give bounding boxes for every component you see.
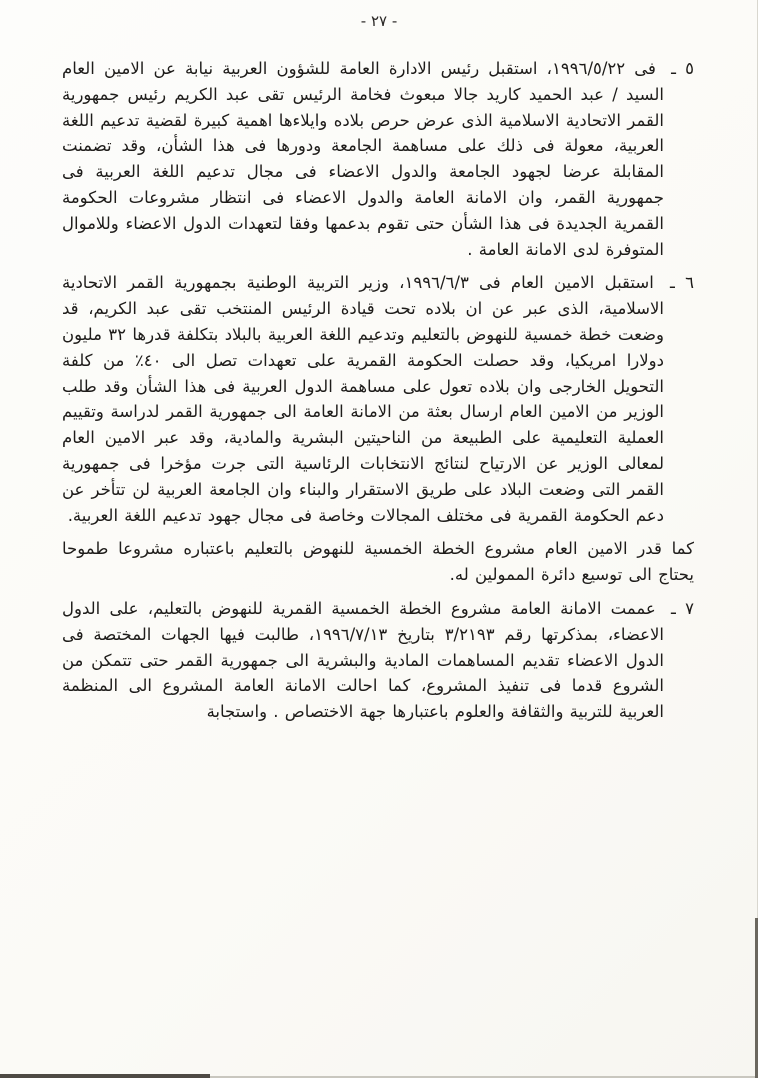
paragraph-marker: ٧ ـ: [671, 598, 694, 618]
scan-edge-artifact: [0, 1074, 210, 1078]
paragraph-text: كما قدر الامين العام مشروع الخطة الخمسية للنهوض بالتعليم باعتباره مشروعا طموحا يحتاج الى توسيع دائرة الممولين له.: [62, 539, 694, 585]
paragraph-marker: ٦ ـ: [670, 273, 694, 293]
paragraph-text: فى ١٩٩٦/٥/٢٢، استقبل رئيس الادارة العامة للشؤون العربية نيابة عن الامين العام السيد / عبد الحميد كاريد جالا مبعوث فخامة الرئيس تقى عبد الكريم رئيس جمهورية القمر الاتحادية الاسلامية الذى عرض حرص بلاده وايلاءها اهمية كبيرة لقضية تدعيم اللغة العربية، معولة فى ذلك على مساهمة الجامعة ودورها فى هذا الشأن، وقد تضمنت المقابلة عرضا لجهود الجامعة والدول الاعضاء فى مجال تدعيم اللغة العربية فى جمهورية القمر، وان الامانة العامة والدول الاعضاء فى انتظار مشروعات الحكومة القمرية الجديدة فى هذا الشأن حتى تقوم بدعمها وفقا لتعهدات الدول الاعضاء وللاموال المتوفرة لدى الامانة العامة .: [62, 59, 664, 259]
document-body: [62, 56, 694, 725]
paragraph-text: عممت الامانة العامة مشروع الخطة الخمسية القمرية للنهوض بالتعليم، على الدول الاعضاء، بمذكرتها رقم ٣/٢١٩٣ بتاريخ ١٩٩٦/٧/١٣، طالبت فيها الجهات المختصة فى الدول الاعضاء تقديم المساهمات المادية والبشرية الى جمهورية القمر حتى تتمكن من الشروع قدما فى تنفيذ المشروع، كما احالت الامانة العامة المشروع الى المنظمة العربية للتربية والثقافة والعلوم باعتبارها جهة الاختصاص . واستجابة: [62, 598, 664, 722]
paragraph-unnumbered: [62, 536, 694, 588]
paragraph-item-7: [62, 596, 694, 725]
paragraph-text: استقبل الامين العام فى ١٩٩٦/٦/٣، وزير التربية الوطنية بجمهورية القمر الاتحادية الاسلامية، الذى عبر عن ان بلاده تحت قيادة الرئيس المنتخب تقى عبد الكريم، قد وضعت خطة خمسية للنهوض بالتعليم وتدعيم اللغة العربية بالبلاد بتكلفة قدرها ٣٢ مليون دولارا امريكيا، وقد حصلت الحكومة القمرية على تعهدات تصل الى ٤٠٪ من كلفة التحويل الخارجى وان بلاده تعول على مساهمة الدول العربية فى هذا الشأن وقد طلب الوزير من الامين العام ارسال بعثة من الامانة العامة الى جمهورية القمر لدراسة وتقييم العملية التعليمية على الطبيعة من الناحيتين البشرية والمادية، وقد عبر الامين العام لمعالى الوزير عن الارتياح لنتائج الانتخابات الرئاسية التى جرت مؤخرا فى جمهورية القمر التى وضعت البلاد على طريق الاستقرار والبناء وان الجامعة العربية لن تتأخر عن دعم الحكومة القمرية فى مختلف المجالات وخاصة فى مجال جهود تدعيم اللغة العربية.: [62, 273, 665, 525]
paragraph-item-5: [62, 56, 694, 262]
paragraph-marker: ٥ ـ: [671, 59, 694, 78]
page-number: - ٢٧ -: [360, 12, 398, 30]
paragraph-item-6: [62, 270, 694, 528]
